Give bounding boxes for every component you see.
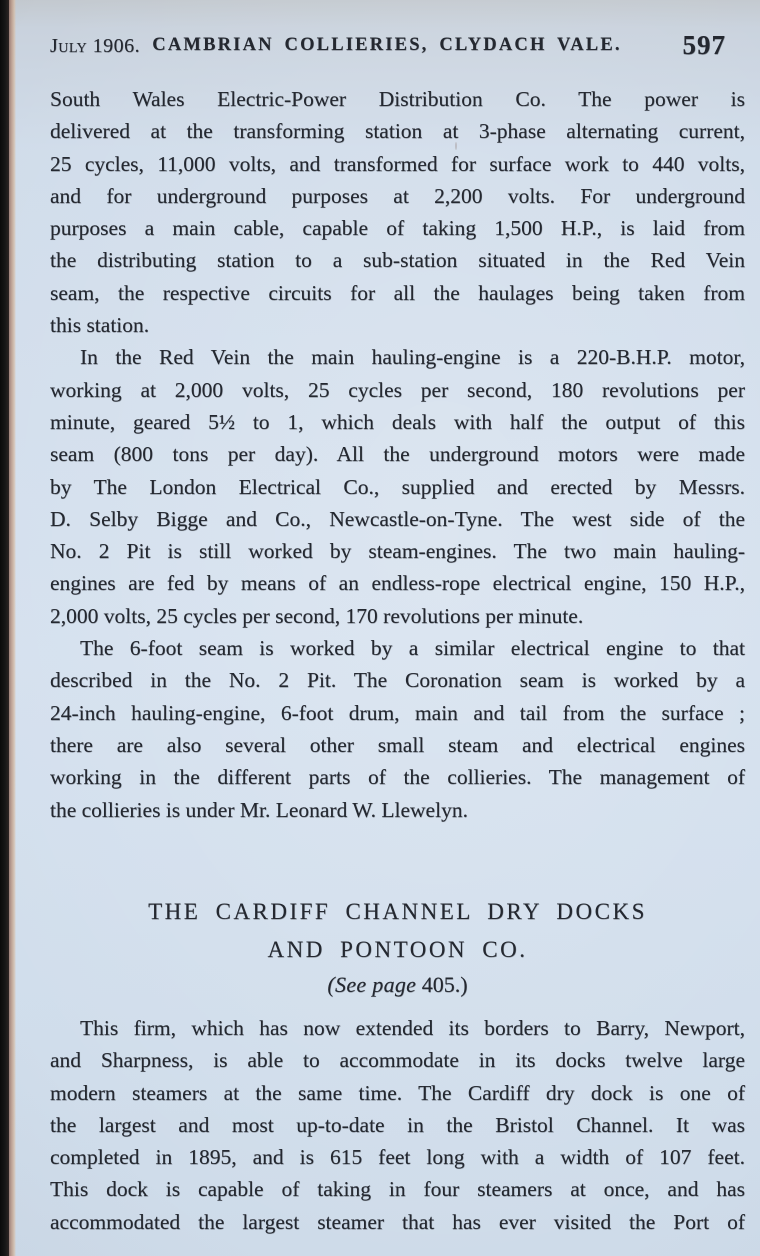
text-line: In the Red Vein the main hauling-engine is a 220-B.H.P. motor, <box>80 345 745 370</box>
text-line: accommodated the largest steamer that has ever visited the Port of <box>50 1209 745 1234</box>
header-date: July 1906. <box>50 35 141 57</box>
running-header <box>50 30 744 60</box>
paragraph <box>50 341 745 632</box>
text-line: described in the No. 2 Pit. The Coronation seam is worked by a <box>50 668 745 693</box>
page-edge <box>9 0 16 1256</box>
section-heading-line: AND PONTOON CO. <box>267 937 528 962</box>
text-line: and Sharpness, is able to accommodate in its docks twelve large <box>50 1048 745 1073</box>
text-line: minute, geared 5½ to 1, which deals with half the output of this <box>50 409 745 434</box>
header-title: CAMBRIAN COLLIERIES, CLYDACH VALE. <box>152 35 622 55</box>
page-number: 597 <box>682 30 726 60</box>
section-heading-line: THE CARDIFF CHANNEL DRY DOCKS <box>148 899 647 924</box>
text-line: working in the different parts of the collieries. The management of <box>50 765 745 790</box>
text-line: completed in 1895, and is 615 feet long with a width of 107 feet. <box>50 1145 745 1170</box>
section-heading <box>50 893 745 969</box>
text-line: the distributing station to a sub-station situated in the Red Vein <box>50 248 745 273</box>
section-caption <box>50 968 745 1002</box>
text-line: seam (800 tons per day). All the underground motors were made <box>50 442 745 467</box>
text-line: 24-inch hauling-engine, 6-foot drum, main and tail from the surface ; <box>50 700 745 725</box>
text-line: this station. <box>50 313 150 338</box>
text-line: This dock is capable of taking in four steamers at once, and has <box>50 1177 745 1202</box>
text-line: the largest and most up-to-date in the Bristol Channel. It was <box>50 1112 745 1137</box>
text-line: there are also several other small steam and electrical engines <box>50 732 745 757</box>
text-line: 25 cycles, 11,000 volts, and transformed for surface work to 440 volts, <box>50 151 745 176</box>
paragraph <box>50 632 745 826</box>
text-line: the collieries is under Mr. Leonard W. Llewelyn. <box>50 797 468 822</box>
drydocks-text <box>50 1012 745 1238</box>
text-line: South Wales Electric-Power Distribution Co. The power is <box>50 87 745 111</box>
text-line: seam, the respective circuits for all the haulages being taken from <box>50 280 745 305</box>
text-line: working at 2,000 volts, 25 cycles per second, 180 revolutions per <box>50 377 745 402</box>
text-line: and for underground purposes at 2,200 volts. For underground <box>50 183 745 208</box>
caption-see-page: (See page <box>327 972 417 997</box>
text-line: purposes a main cable, capable of taking 1,500 H.P., is laid from <box>50 216 745 241</box>
book-gutter-shadow <box>0 0 9 1256</box>
text-line: D. Selby Bigge and Co., Newcastle-on-Tyne. The west side of the <box>50 506 745 531</box>
collieries-text <box>50 83 745 826</box>
text-line: 2,000 volts, 25 cycles per second, 170 revolutions per minute. <box>50 603 584 628</box>
text-line: The 6-foot seam is worked by a similar electrical engine to that <box>80 636 745 661</box>
paragraph <box>50 83 745 341</box>
caption-page-ref: 405.) <box>416 972 468 997</box>
paragraph <box>50 1012 745 1238</box>
text-line: engines are fed by means of an endless-rope electrical engine, 150 H.P., <box>50 571 745 596</box>
text-line: by The London Electrical Co., supplied and erected by Messrs. <box>50 474 745 499</box>
text-line: delivered at the transforming station at 3-phase alternating current, <box>50 119 745 144</box>
text-line: This firm, which has now extended its borders to Barry, Newport, <box>80 1016 745 1040</box>
text-line: modern steamers at the same time. The Cardiff dry dock is one of <box>50 1080 745 1105</box>
text-line: No. 2 Pit is still worked by steam-engines. The two main hauling- <box>50 539 745 564</box>
